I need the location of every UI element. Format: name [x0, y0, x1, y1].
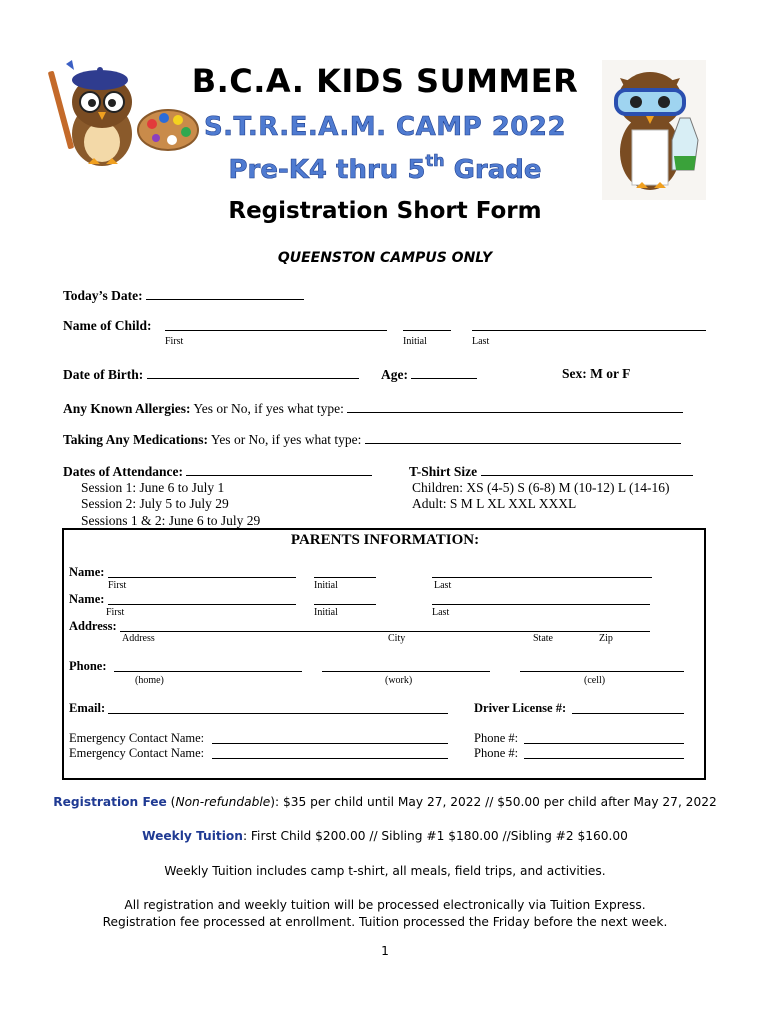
driver-license-blank[interactable] [572, 701, 684, 714]
address-blank[interactable] [120, 619, 650, 632]
home-caption: (home) [135, 675, 164, 686]
age-field: Age: [381, 366, 477, 383]
zip-caption: Zip [599, 633, 613, 644]
grade-range: Pre-K4 thru 5th Grade [228, 151, 542, 185]
phone-label: Phone: [69, 659, 107, 673]
camp-title: B.C.A. KIDS SUMMER [191, 62, 579, 100]
dates-blank[interactable] [186, 463, 372, 476]
parent2-last-blank[interactable] [432, 592, 650, 605]
session-2: Session 2: July 5 to July 29 [81, 496, 229, 511]
form-title: Registration Short Form [228, 198, 542, 224]
child-last-caption: Last [472, 336, 490, 347]
campus-note: QUEENSTON CAMPUS ONLY [277, 250, 493, 266]
dob-field: Date of Birth: [63, 366, 359, 383]
emergency1-phone-blank[interactable] [524, 731, 684, 744]
camp-subtitle: S.T.R.E.A.M. CAMP 2022 [203, 112, 567, 142]
dob-blank[interactable] [147, 366, 359, 379]
todays-date-field: Today’s Date: [63, 287, 304, 304]
email-blank[interactable] [108, 701, 448, 714]
weekly-tuition-line: Weekly Tuition: First Child $200.00 // Sibling #1 $180.00 //Sibling #2 $160.00 [142, 829, 628, 843]
emergency1-label: Emergency Contact Name: [69, 731, 205, 745]
child-last-blank[interactable] [472, 318, 706, 331]
parent1-name-label: Name: [69, 565, 105, 579]
emergency2-phone-label: Phone #: [474, 746, 519, 760]
dates-field: Dates of Attendance: [63, 463, 372, 480]
child-initial-blank[interactable] [403, 318, 451, 331]
parent1-first-blank[interactable] [108, 565, 296, 578]
tshirt-field: T-Shirt Size [409, 463, 693, 480]
city-caption: City [388, 633, 406, 644]
processing-note-2: Registration fee processed at enrollment. Tuition processed the Friday before the next week. [102, 915, 668, 929]
emergency1-phone-label: Phone #: [474, 731, 519, 745]
todays-date-blank[interactable] [146, 287, 304, 300]
medications-field: Taking Any Medications: Yes or No, if yes what type: [63, 431, 681, 448]
parent1-initial-caption: Initial [314, 580, 338, 591]
tshirt-blank[interactable] [481, 463, 693, 476]
age-blank[interactable] [411, 366, 477, 379]
processing-note-1: All registration and weekly tuition will be processed electronically via Tuition Express. [124, 898, 646, 912]
home-phone-blank[interactable] [114, 659, 302, 672]
child-initial-caption: Initial [403, 336, 427, 347]
cell-phone-blank[interactable] [520, 659, 684, 672]
parent2-first-caption: First [106, 607, 125, 618]
parent1-last-caption: Last [434, 580, 452, 591]
page-number: 1 [381, 944, 389, 958]
parent1-last-blank[interactable] [432, 565, 652, 578]
session-1-2: Sessions 1 & 2: June 6 to July 29 [81, 513, 261, 528]
session-1: Session 1: June 6 to July 1 [81, 480, 225, 495]
emergency2-label: Emergency Contact Name: [69, 746, 205, 760]
parent1-initial-blank[interactable] [314, 565, 376, 578]
sex-field[interactable]: Sex: M or F [562, 366, 631, 381]
emergency1-blank[interactable] [212, 731, 448, 744]
allergies-field: Any Known Allergies: Yes or No, if yes what type: [63, 400, 683, 417]
tshirt-adult: Adult: S M L XL XXL XXXL [412, 496, 577, 511]
work-phone-blank[interactable] [322, 659, 490, 672]
emergency2-phone-blank[interactable] [524, 746, 684, 759]
driver-license-label: Driver License #: [474, 701, 567, 715]
medications-blank[interactable] [365, 431, 681, 444]
cell-caption: (cell) [584, 675, 606, 686]
address-label: Address: [69, 619, 117, 633]
child-name-label: Name of Child: [63, 318, 152, 333]
parent2-last-caption: Last [432, 607, 450, 618]
parent2-initial-caption: Initial [314, 607, 338, 618]
parent2-name-label: Name: [69, 592, 105, 606]
registration-fee-line: Registration Fee (Non-refundable): $35 per child until May 27, 2022 // $50.00 per child after May 27, 2022 [53, 795, 717, 809]
child-first-caption: First [165, 336, 184, 347]
parent2-initial-blank[interactable] [314, 592, 376, 605]
emergency2-blank[interactable] [212, 746, 448, 759]
tshirt-children: Children: XS (4-5) S (6-8) M (10-12) L (14-16) [412, 480, 670, 495]
tuition-includes: Weekly Tuition includes camp t-shirt, all meals, field trips, and activities. [164, 864, 606, 878]
child-first-blank[interactable] [165, 318, 387, 331]
allergies-blank[interactable] [347, 400, 683, 413]
parent1-first-caption: First [108, 580, 127, 591]
address-caption: Address [122, 633, 155, 644]
parents-heading: PARENTS INFORMATION: [290, 532, 480, 548]
state-caption: State [533, 633, 553, 644]
work-caption: (work) [385, 675, 413, 686]
email-label: Email: [69, 701, 106, 715]
parent2-first-blank[interactable] [108, 592, 296, 605]
